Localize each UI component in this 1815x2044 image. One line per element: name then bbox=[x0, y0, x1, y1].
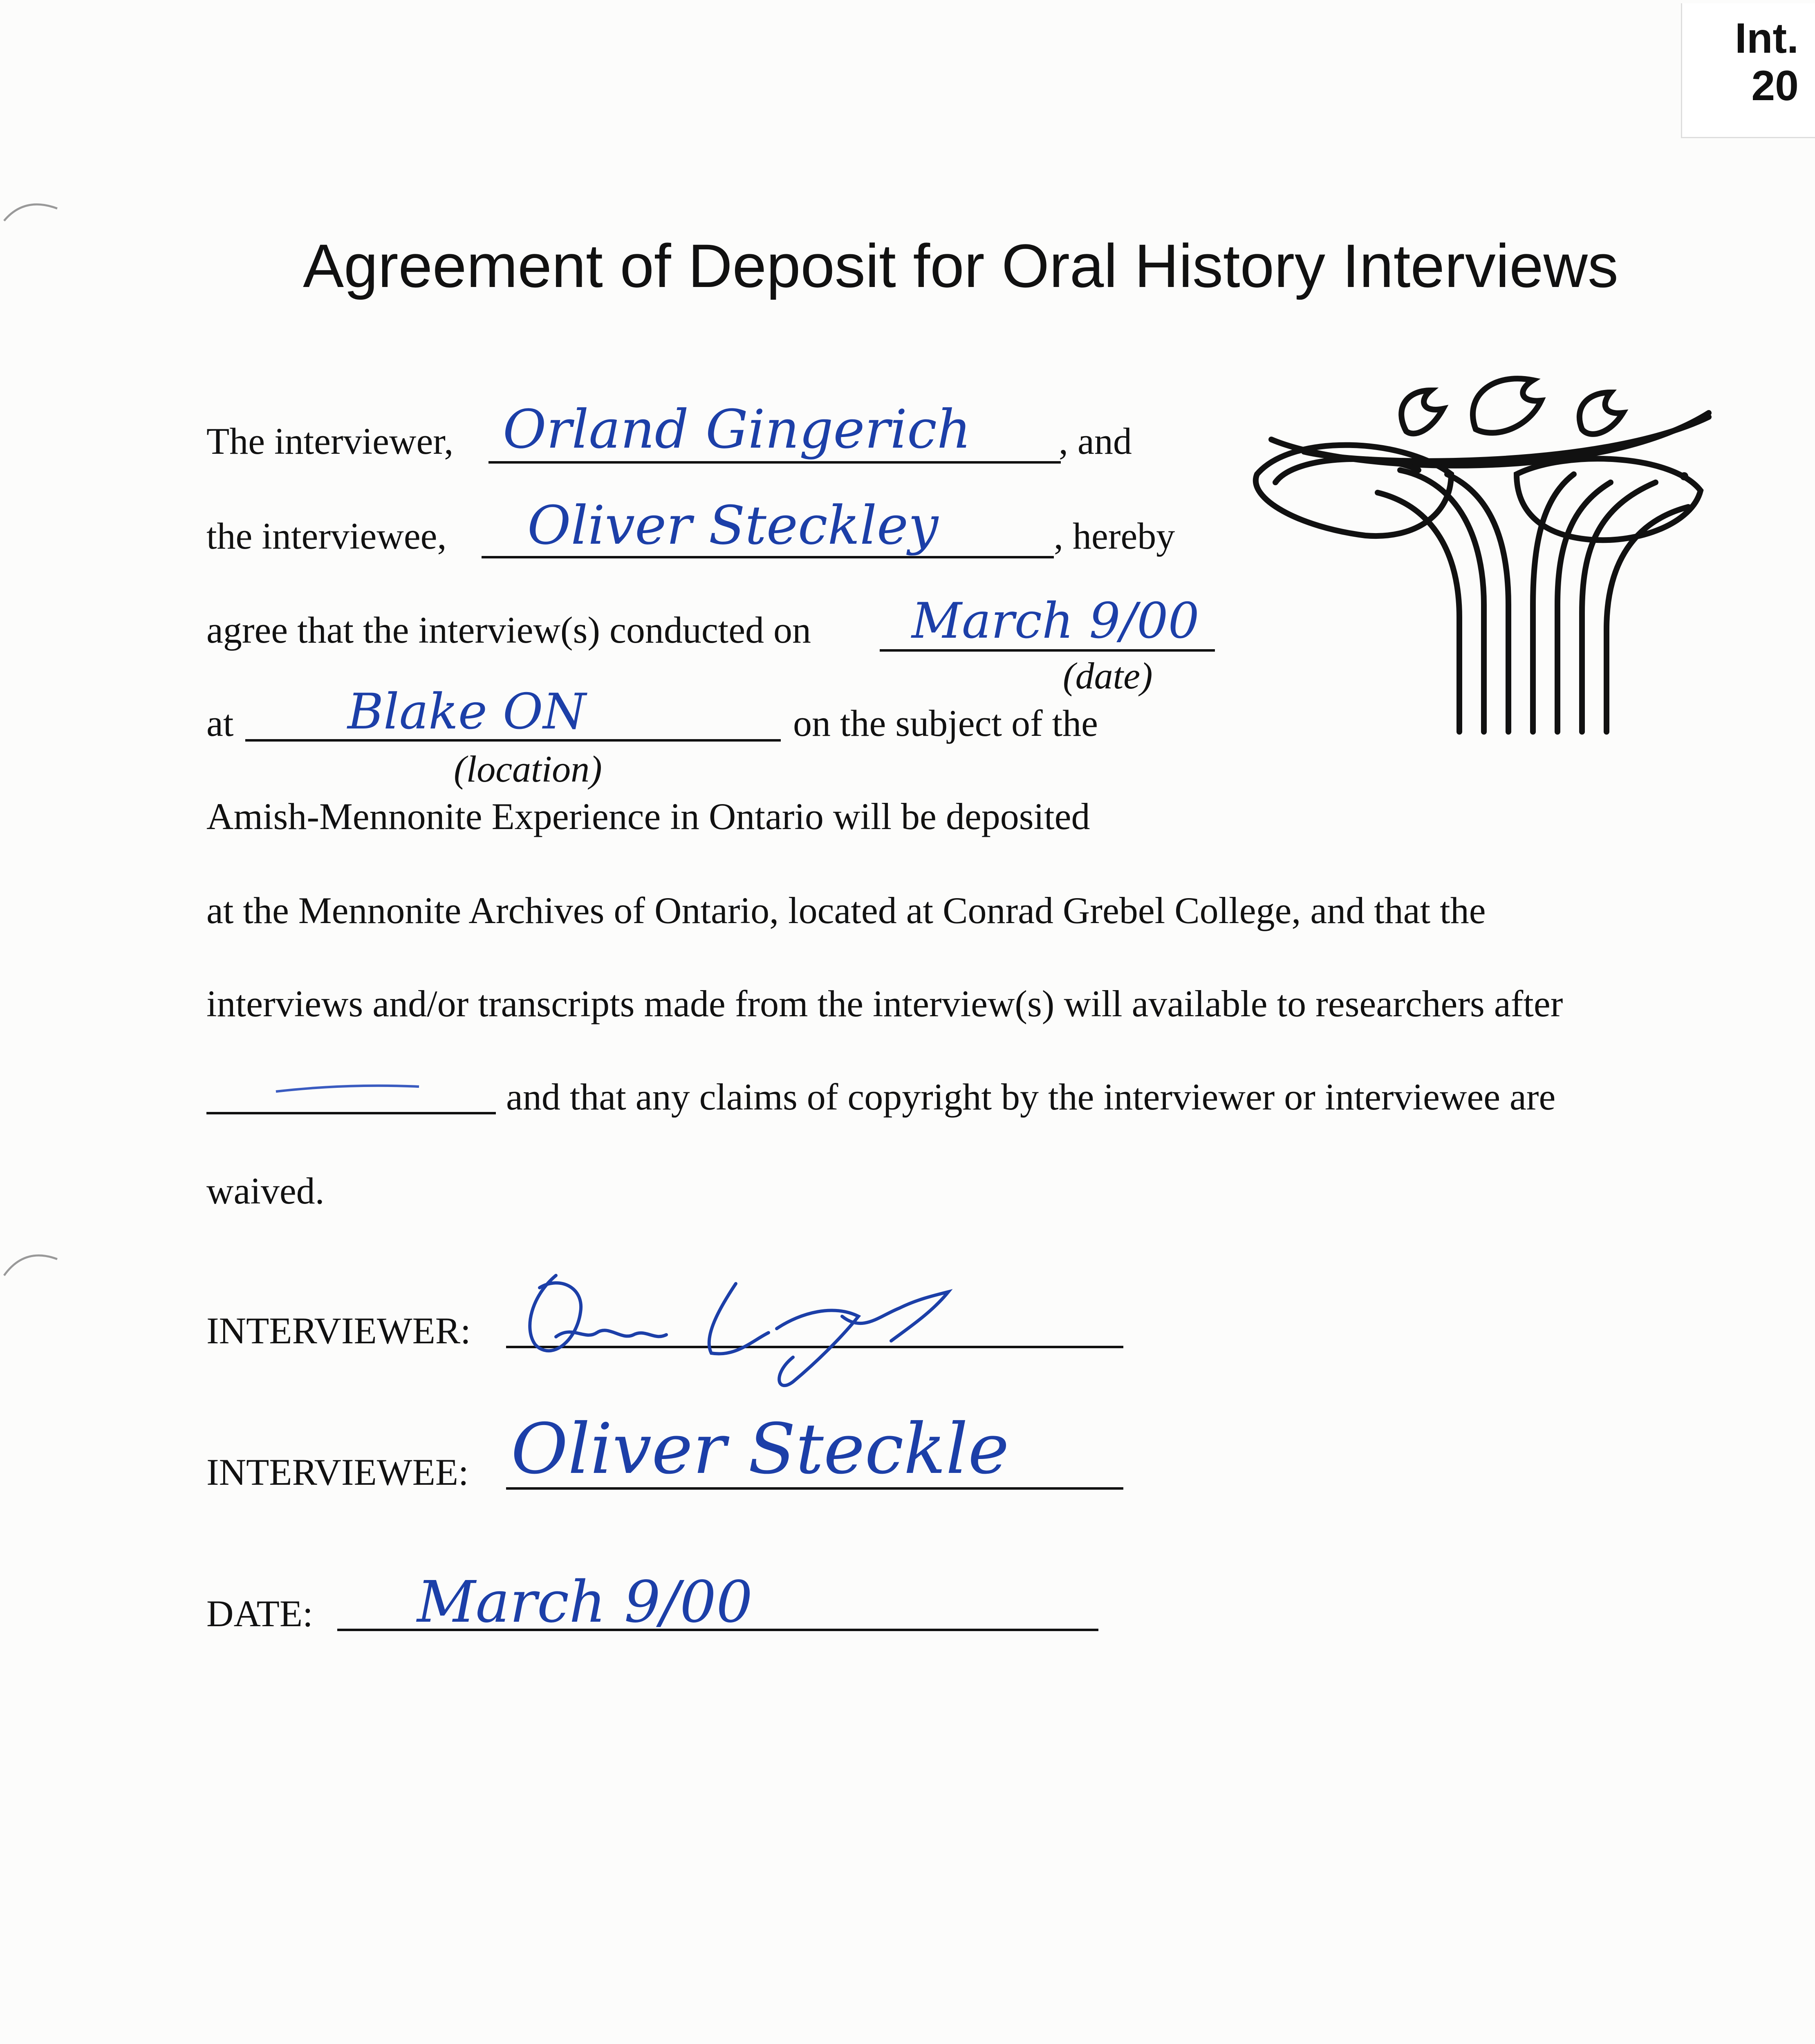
interviewer-signature-label: INTERVIEWER: bbox=[206, 1310, 471, 1351]
interviewee-signature-field[interactable]: Oliver Steckle bbox=[511, 1409, 1009, 1490]
interviewer-name-line bbox=[488, 461, 1061, 464]
conducted-date-field[interactable]: March 9/00 bbox=[912, 593, 1199, 650]
body-line-amish: Amish-Mennonite Experience in Ontario will be deposited bbox=[206, 796, 1090, 837]
interviewee-prefix: the interviewee, bbox=[206, 515, 447, 557]
interviewee-suffix: , hereby bbox=[1054, 515, 1175, 557]
interviewee-name-field[interactable]: Oliver Steckley bbox=[527, 494, 939, 556]
date-caption: (date) bbox=[1063, 655, 1153, 697]
location-caption: (location) bbox=[454, 748, 602, 790]
body-line-interviews: interviews and/or transcripts made from the interview(s) will available to researchers after bbox=[206, 983, 1563, 1024]
binder-hole-icon bbox=[0, 1243, 65, 1292]
blank-line-dash bbox=[274, 1079, 421, 1096]
page-title: Agreement of Deposit for Oral History Interviews bbox=[303, 231, 1618, 300]
conducted-prefix: agree that the interview(s) conducted on bbox=[206, 609, 811, 651]
date-label: DATE: bbox=[206, 1593, 313, 1634]
availability-date-line bbox=[206, 1112, 496, 1114]
body-line-copyright: and that any claims of copyright by the interviewer or interviewee are bbox=[506, 1076, 1556, 1118]
at-label: at bbox=[206, 702, 234, 744]
interviewer-name-field[interactable]: Orland Gingerich bbox=[503, 398, 971, 460]
flame-chalice-logo bbox=[1230, 352, 1815, 744]
subject-text: on the subject of the bbox=[793, 702, 1098, 744]
interviewer-signature[interactable] bbox=[507, 1259, 977, 1406]
document-id-line1: Int. bbox=[1735, 15, 1799, 62]
date-field[interactable]: March 9/00 bbox=[417, 1569, 753, 1636]
document-id-line2: 20 bbox=[1751, 62, 1799, 110]
body-line-archives: at the Mennonite Archives of Ontario, located at Conrad Grebel College, and that the bbox=[206, 890, 1486, 931]
interviewee-signature-label: INTERVIEWEE: bbox=[206, 1451, 469, 1493]
interviewer-prefix: The interviewer, bbox=[206, 420, 454, 462]
document-id-tag bbox=[1681, 3, 1815, 138]
location-field[interactable]: Blake ON bbox=[347, 684, 586, 740]
body-line-waived: waived. bbox=[206, 1170, 325, 1212]
interviewer-suffix: , and bbox=[1059, 420, 1132, 462]
